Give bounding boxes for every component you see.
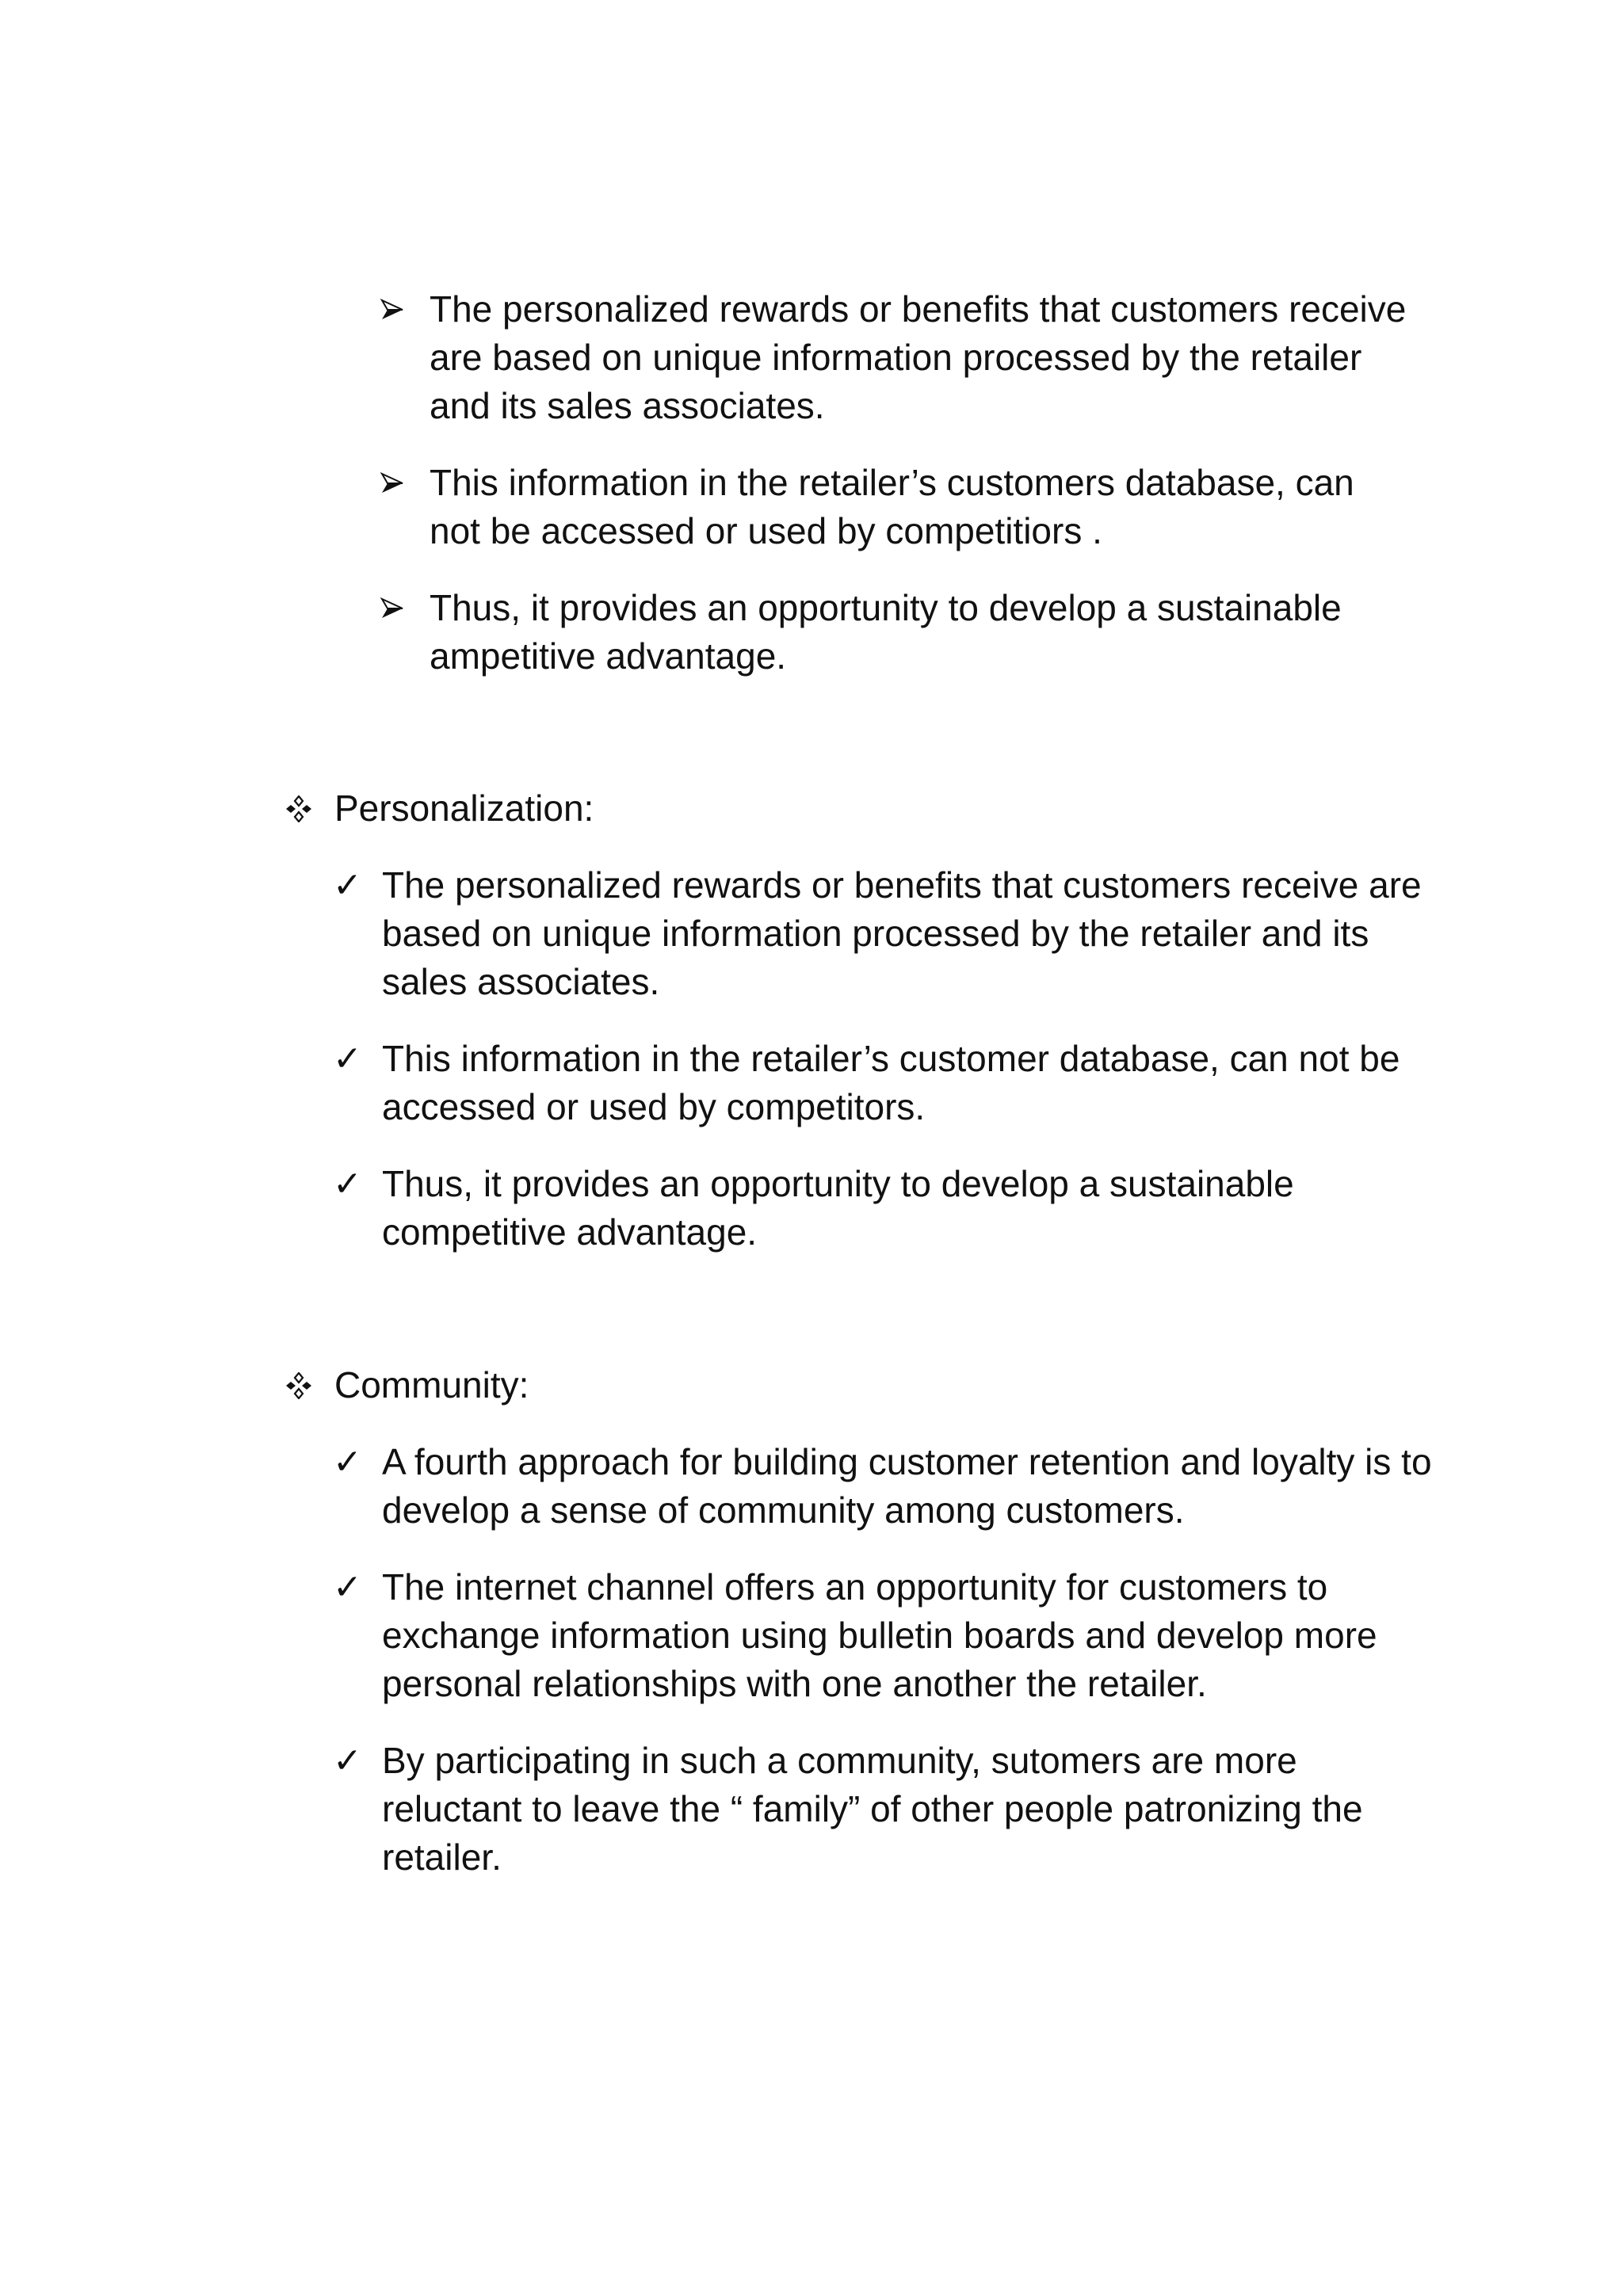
list-item-text: Thus, it provides an opportunity to develop a sustainable ampetitive advantage. xyxy=(430,587,1342,677)
list-item xyxy=(333,1035,1434,1131)
check-mark-icon: ✓ xyxy=(333,1164,362,1204)
list-item-text: This information in the retailer’s customer database, can not be accessed or used by competitors. xyxy=(382,1038,1400,1127)
section-heading-text: Personalization: xyxy=(334,788,594,829)
section-heading xyxy=(285,1361,1434,1409)
list-item xyxy=(380,459,1411,555)
arrow-bullet-icon xyxy=(380,285,415,334)
check-list xyxy=(285,861,1434,1257)
list-item xyxy=(333,1438,1434,1535)
check-mark-icon: ✓ xyxy=(333,865,362,906)
list-item xyxy=(333,1563,1434,1708)
list-item-text: The internet channel offers an opportunity for customers to exchange information using bulletin boards and develop more personal relationships with one another the retailer. xyxy=(382,1566,1377,1704)
list-item-text: The personalized rewards or benefits that customers receive are based on unique information processed by the retailer and its sales associates. xyxy=(430,288,1407,426)
section-heading xyxy=(285,784,1434,833)
section-personalization xyxy=(285,784,1434,1285)
check-list xyxy=(285,1438,1434,1882)
arrow-bullet-icon xyxy=(380,584,415,632)
four-diamond-icon xyxy=(285,784,320,833)
arrow-bullet-list xyxy=(380,285,1411,709)
section-heading-text: Community: xyxy=(334,1364,529,1405)
list-item xyxy=(380,285,1411,430)
list-item xyxy=(333,861,1434,1006)
check-mark-icon: ✓ xyxy=(333,1741,362,1781)
list-item xyxy=(333,1160,1434,1257)
list-item-text: This information in the retailer’s customers database, can not be accessed or used by competitiors . xyxy=(430,462,1354,551)
list-item xyxy=(380,584,1411,681)
list-item-text: By participating in such a community, sutomers are more reluctant to leave the “ family” of other people patronizing the retailer. xyxy=(382,1740,1363,1878)
check-mark-icon: ✓ xyxy=(333,1567,362,1608)
list-item xyxy=(333,1737,1434,1882)
arrow-bullet-icon xyxy=(380,459,415,507)
list-item-text: The personalized rewards or benefits that customers receive are based on unique information processed by the retailer and its sales associates. xyxy=(382,864,1422,1002)
check-mark-icon: ✓ xyxy=(333,1039,362,1079)
four-diamond-icon xyxy=(285,1361,320,1409)
section-community xyxy=(285,1361,1434,1910)
list-item-text: A fourth approach for building customer retention and loyalty is to develop a sense of community among customers. xyxy=(382,1441,1432,1531)
check-mark-icon: ✓ xyxy=(333,1442,362,1482)
list-item-text: Thus, it provides an opportunity to develop a sustainable competitive advantage. xyxy=(382,1163,1294,1253)
